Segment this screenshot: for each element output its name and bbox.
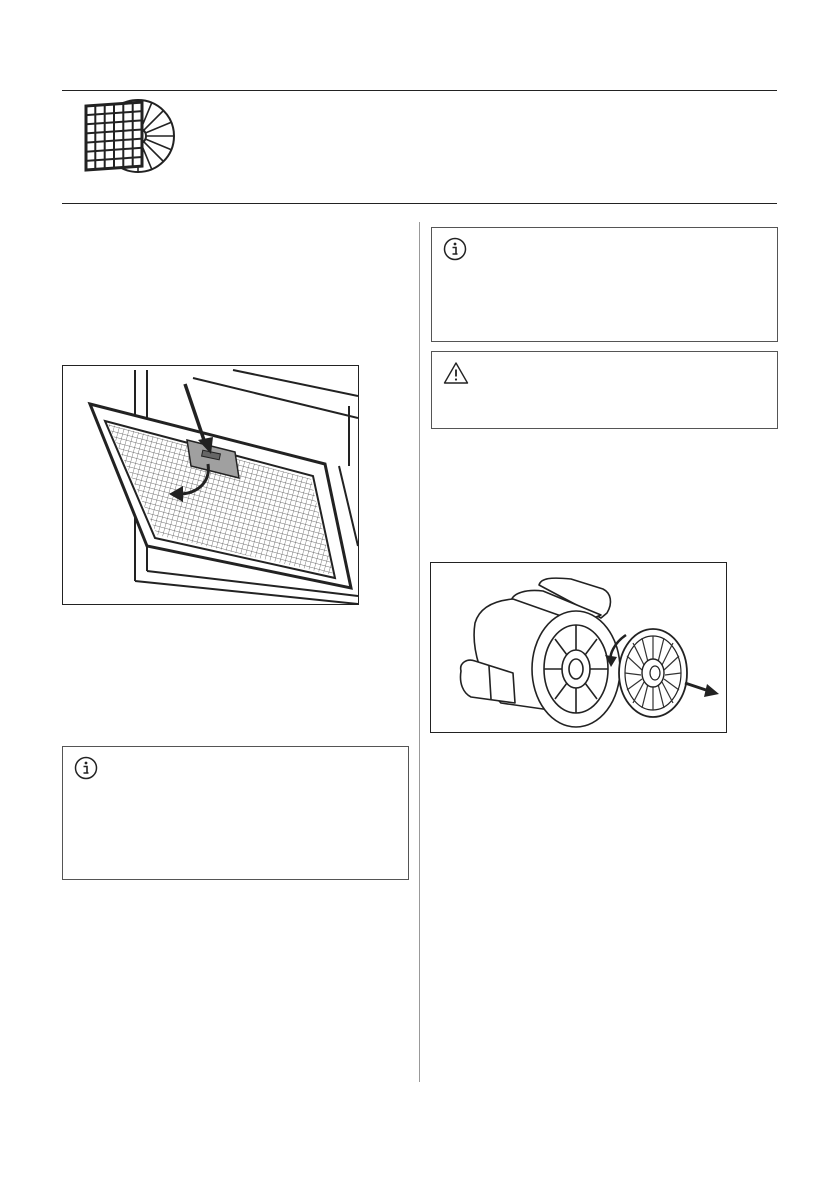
info-icon (443, 237, 467, 266)
info-note-box-left (62, 746, 409, 880)
info-note-box-right (431, 227, 778, 342)
filter-grid-and-charcoal-filter-icon (80, 96, 180, 183)
warning-note-box-right (431, 351, 778, 429)
charcoal-filter-removal-illustration (430, 562, 727, 733)
column-divider (419, 222, 420, 1082)
header-top-rule (62, 90, 777, 91)
warning-triangle-icon (443, 361, 469, 390)
header-bottom-rule (62, 203, 777, 204)
grease-filter-removal-illustration (62, 365, 359, 605)
info-icon (74, 756, 98, 785)
